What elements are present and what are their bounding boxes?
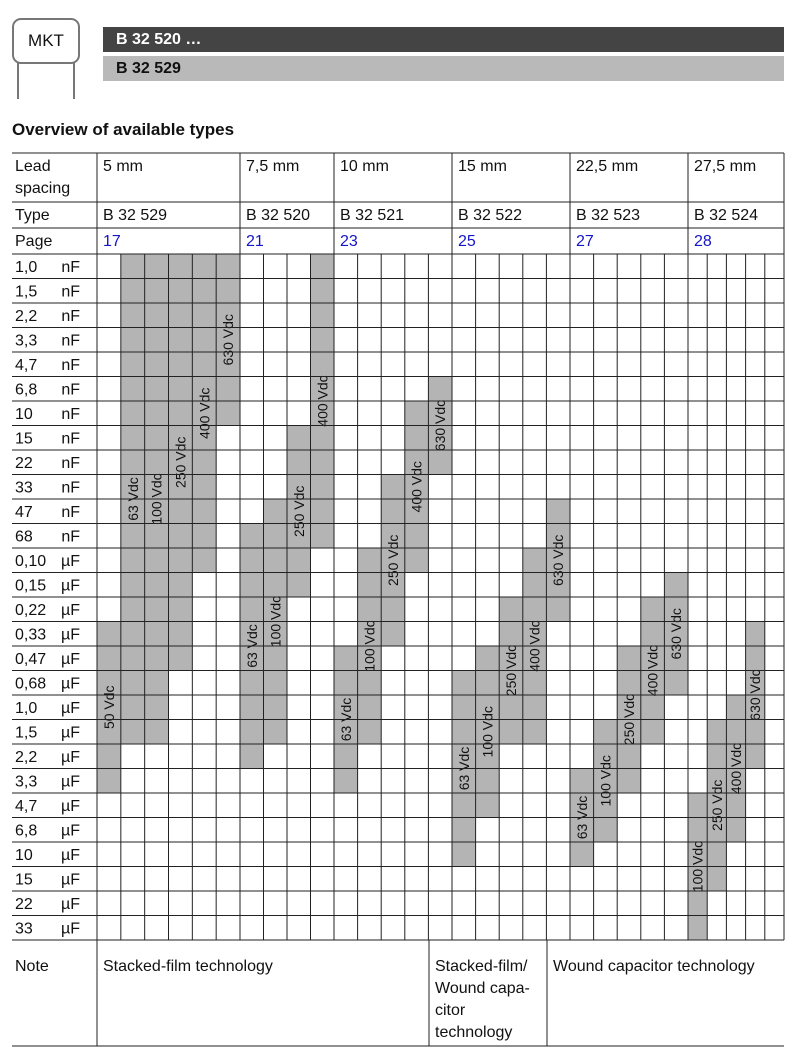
capacitance-unit: µF <box>61 847 80 864</box>
logo-text: MKT <box>28 31 64 50</box>
lead-spacing-value: 7,5 mm <box>246 158 300 175</box>
voltage-label: 63 Vdc <box>573 795 590 840</box>
capacitance-value: 1,5 <box>15 724 38 742</box>
capacitance-value: 47 <box>15 504 33 521</box>
capacitance-unit: nF <box>61 504 80 521</box>
capacitance-unit: nF <box>61 381 80 399</box>
capacitance-unit: µF <box>61 602 80 619</box>
voltage-label: 400 Vdc <box>728 742 744 795</box>
capacitance-value: 10 <box>15 847 33 864</box>
voltage-label: 400 Vdc <box>196 387 213 439</box>
voltage-label: 100 Vdc <box>597 755 614 807</box>
capacitance-value: 4,7 <box>15 357 38 374</box>
voltage-label: 100 Vdc <box>361 620 378 672</box>
capacitance-unit: µF <box>61 626 80 644</box>
lead-spacing-value: 15 mm <box>458 158 507 175</box>
voltage-label: 250 Vdc <box>708 779 725 831</box>
voltage-label: 630 Vdc <box>747 669 764 721</box>
page-link[interactable]: 28 <box>694 233 712 250</box>
capacitance-unit: nF <box>61 406 80 423</box>
capacitance-value: 6,8 <box>15 822 38 840</box>
voltage-label: 400 Vdc <box>644 644 661 697</box>
voltage-label: 100 Vdc <box>689 840 706 893</box>
voltage-label: 100 Vdc <box>148 473 165 525</box>
header-labels <box>15 158 758 250</box>
capacitance-value: 4,7 <box>15 798 38 815</box>
capacitance-value: 3,3 <box>15 773 38 791</box>
voltage-label: 63 Vdc <box>455 746 472 791</box>
voltage-label: 630 Vdc <box>550 534 567 586</box>
voltage-label: 63 Vdc <box>243 624 260 668</box>
capacitance-value: 22 <box>15 455 33 472</box>
lead-spacing-value: 22,5 mm <box>576 158 639 175</box>
capacitance-unit: nF <box>61 528 80 546</box>
voltage-label: 400 Vdc <box>314 375 331 427</box>
capacitance-value: 33 <box>15 479 33 497</box>
capacitance-value: 10 <box>15 406 33 423</box>
capacitance-unit: µF <box>61 700 80 717</box>
voltage-label: 250 Vdc <box>621 693 637 746</box>
type-value: B 32 520 <box>246 207 311 224</box>
capacitance-value: 2,2 <box>15 749 38 766</box>
capacitance-value: 0,47 <box>15 651 47 668</box>
capacitance-value: 1,0 <box>15 259 38 276</box>
voltage-label: 630 Vdc <box>668 608 685 660</box>
capacitance-value: 6,8 <box>15 381 38 399</box>
capacitance-unit: µF <box>61 871 80 889</box>
capacitance-unit: µF <box>61 749 80 766</box>
capacitance-value: 1,5 <box>15 283 38 301</box>
voltage-label: 100 Vdc <box>267 595 284 648</box>
capacitance-value: 1,0 <box>15 700 38 717</box>
capacitance-unit: µF <box>61 896 80 913</box>
note-text: Stacked-film technology <box>103 958 273 975</box>
page-label: Page <box>15 233 53 250</box>
voltage-label: 630 Vdc <box>432 399 449 452</box>
page-link[interactable]: 25 <box>458 233 476 250</box>
type-value: B 32 524 <box>694 207 759 224</box>
capacitance-unit: µF <box>61 773 80 791</box>
capacitance-unit: nF <box>61 259 80 276</box>
capacitance-unit: µF <box>61 651 80 668</box>
capacitance-unit: µF <box>61 798 80 815</box>
note-text: Wound capacitor technology <box>553 958 755 975</box>
capacitance-unit: nF <box>61 455 80 472</box>
capacitance-unit: nF <box>61 308 80 325</box>
capacitance-value: 0,33 <box>15 626 47 644</box>
page-link[interactable]: 23 <box>340 233 358 250</box>
capacitance-value: 0,22 <box>15 602 47 619</box>
capacitance-value: 33 <box>15 920 33 938</box>
lead-spacing-value: 5 mm <box>103 158 143 175</box>
capacitance-unit: nF <box>61 479 80 497</box>
series-range-bar: B 32 520 … <box>103 27 784 52</box>
capacitance-unit: µF <box>61 822 80 840</box>
capacitance-value: 68 <box>15 528 33 546</box>
lead-spacing-value: 10 mm <box>340 158 389 175</box>
note-row <box>15 958 755 1041</box>
voltage-label: 63 Vdc <box>124 477 141 521</box>
capacitance-labels <box>15 259 80 938</box>
voltage-label: 400 Vdc <box>408 461 425 513</box>
capacitance-unit: nF <box>61 430 80 448</box>
capacitance-value: 15 <box>15 430 33 448</box>
type-label: Type <box>15 207 50 224</box>
note-text: Wound capa- <box>435 980 530 997</box>
series-item-bar: B 32 529 <box>103 56 784 81</box>
note-text: citor <box>435 1002 466 1019</box>
capacitance-unit: nF <box>61 357 80 374</box>
page-link[interactable]: 21 <box>246 233 264 250</box>
page-title: Overview of available types <box>12 120 235 139</box>
capacitance-unit: µF <box>61 724 80 742</box>
lead-spacing-label: spacing <box>15 180 71 197</box>
lead-spacing-value: 27,5 mm <box>694 158 757 175</box>
note-text: Stacked-film/ <box>435 958 528 975</box>
voltage-label: 630 Vdc <box>220 314 237 366</box>
lead-spacing-label: Lead <box>15 158 51 175</box>
capacitance-value: 2,2 <box>15 308 38 325</box>
type-value: B 32 529 <box>103 207 168 224</box>
voltage-label: 50 Vdc <box>100 685 117 730</box>
voltage-label: 250 Vdc <box>385 534 401 586</box>
voltage-label: 250 Vdc <box>172 436 189 488</box>
voltage-label: 250 Vdc <box>503 644 519 697</box>
type-value: B 32 522 <box>458 207 523 224</box>
note-label: Note <box>15 958 49 975</box>
page-link[interactable]: 17 <box>103 233 121 250</box>
capacitance-value: 22 <box>15 896 33 913</box>
capacitance-unit: nF <box>61 283 80 301</box>
capacitance-value: 0,10 <box>15 553 47 570</box>
voltage-label: 100 Vdc <box>479 706 496 758</box>
capacitance-value: 0,68 <box>15 675 47 693</box>
capacitance-value: 0,15 <box>15 577 47 595</box>
capacitance-unit: µF <box>61 577 80 595</box>
capacitance-unit: µF <box>61 675 80 693</box>
capacitance-value: 3,3 <box>15 332 38 350</box>
voltage-label: 400 Vdc <box>526 620 543 672</box>
type-value: B 32 523 <box>576 207 641 224</box>
type-value: B 32 521 <box>340 207 405 224</box>
capacitance-unit: µF <box>61 920 80 938</box>
capacitance-unit: nF <box>61 332 80 350</box>
capacitance-unit: µF <box>61 553 80 570</box>
note-text: technology <box>435 1024 513 1041</box>
capacitance-value: 15 <box>15 871 33 889</box>
page-link[interactable]: 27 <box>576 233 594 250</box>
voltage-label: 63 Vdc <box>337 697 354 742</box>
voltage-label: 250 Vdc <box>290 485 307 537</box>
